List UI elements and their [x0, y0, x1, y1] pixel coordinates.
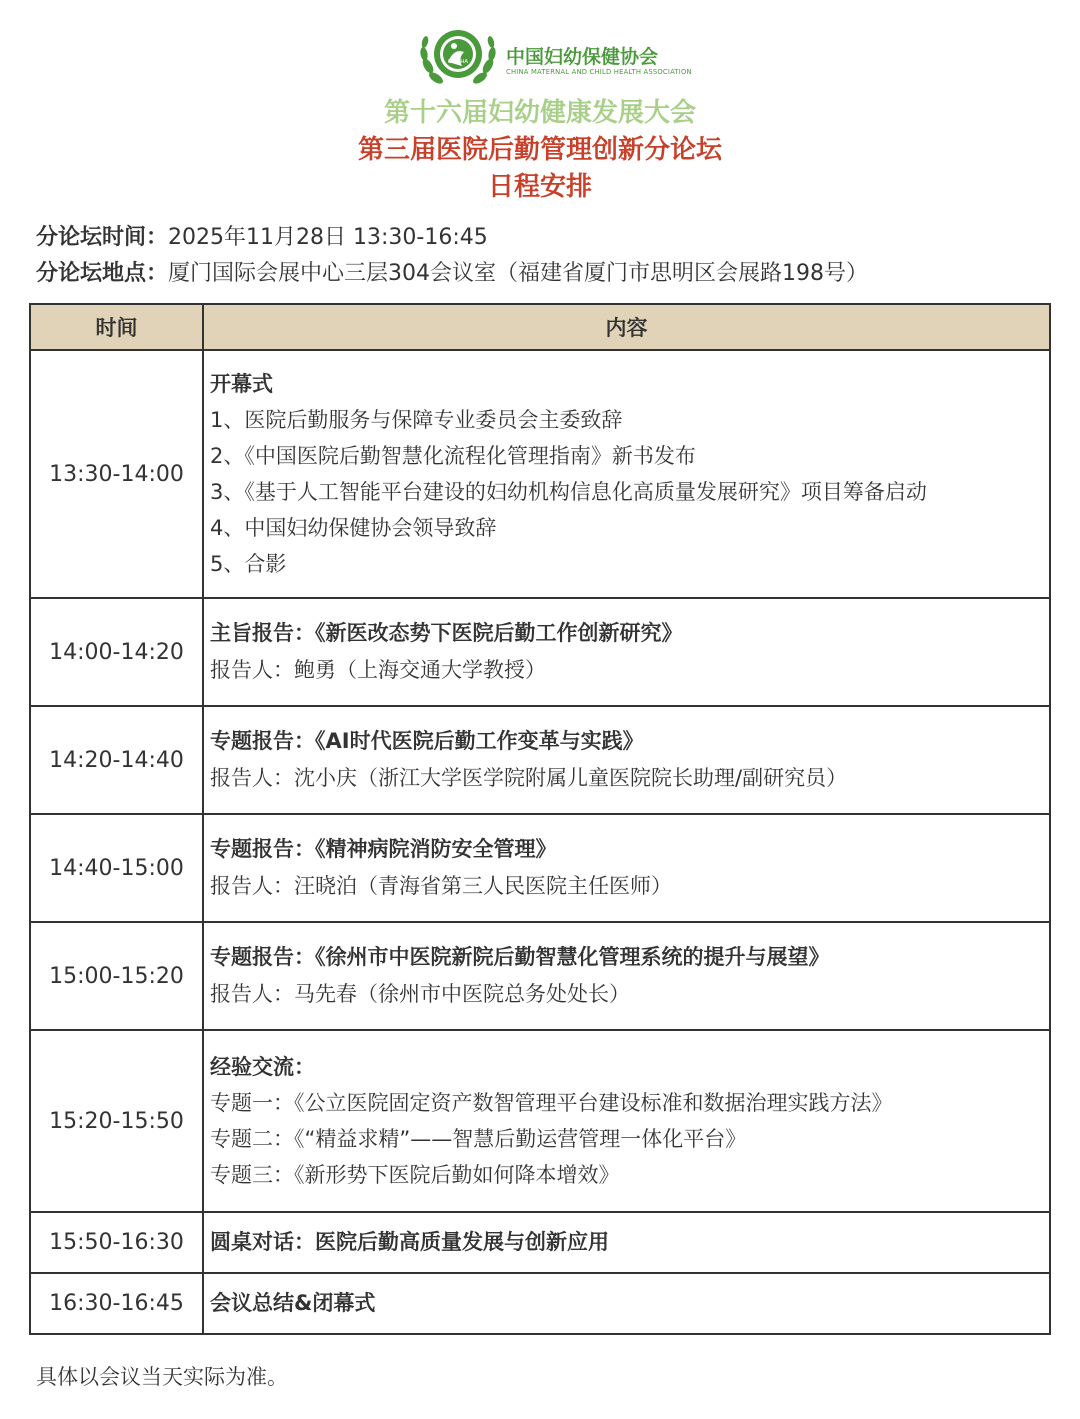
- agenda-item-heading: 专题报告：《徐州市中医院新院后勤智慧化管理系统的提升与展望》: [210, 945, 830, 969]
- forum-time-label: 分论坛时间：: [36, 225, 169, 250]
- agenda-item-line: 专题二：《“精益求精”——智慧后勤运营管理一体化平台》: [210, 1127, 747, 1151]
- laurel-emblem-icon: [418, 22, 498, 92]
- conference-title: 第十六届妇幼健康发展大会: [383, 98, 696, 128]
- table-row: [30, 1273, 1050, 1334]
- agenda-item-line: 报告人：沈小庆（浙江大学医学院附属儿童医院院长助理/副研究员）: [210, 766, 848, 790]
- row-time: 14:20-14:40: [30, 706, 203, 814]
- agenda-item-heading: 开幕式: [210, 372, 273, 396]
- agenda-item-line: 1、医院后勤服务与保障专业委员会主委致辞: [210, 408, 623, 432]
- agenda-item-heading: 经验交流：: [210, 1055, 315, 1079]
- footer-note: 具体以会议当天实际为准。: [36, 1365, 288, 1389]
- svg-text:CMCHA: CMCHA: [447, 59, 469, 65]
- forum-title: 第三届医院后勤管理创新分论坛: [357, 135, 722, 165]
- table-row: [30, 1212, 1050, 1273]
- table-row: [30, 706, 1050, 814]
- agenda-item-heading: 主旨报告：《新医改态势下医院后勤工作创新研究》: [210, 621, 683, 645]
- row-time: 15:00-15:20: [30, 922, 203, 1030]
- row-content: [203, 1273, 1050, 1334]
- row-time: 13:30-14:00: [30, 350, 203, 598]
- agenda-item-line: 报告人：汪晓泊（青海省第三人民医院主任医师）: [210, 874, 672, 898]
- agenda-item-line: 专题一：《公立医院固定资产数智管理平台建设标准和数据治理实践方法》: [210, 1091, 893, 1115]
- row-time: 16:30-16:45: [30, 1273, 203, 1334]
- agenda-item-line: 3、《基于人工智能平台建设的妇幼机构信息化高质量发展研究》项目筹备启动: [210, 480, 927, 504]
- agenda-item-line: 报告人：马先春（徐州市中医院总务处处长）: [210, 982, 630, 1006]
- table-row: [30, 598, 1050, 706]
- agenda-item-line: 报告人：鲍勇（上海交通大学教授）: [210, 658, 546, 682]
- forum-place: [36, 256, 868, 287]
- row-content: [203, 598, 1050, 706]
- agenda-item-heading: 专题报告：《精神病院消防安全管理》: [210, 837, 557, 861]
- row-time: 14:40-15:00: [30, 814, 203, 922]
- header-content: 内容: [203, 304, 1050, 350]
- agenda-item-heading: 会议总结&闭幕式: [210, 1291, 376, 1315]
- logo-name-cn: 中国妇幼保健协会: [506, 46, 659, 68]
- table-row: [30, 1030, 1050, 1212]
- row-content: [203, 1212, 1050, 1273]
- agenda-item-line: 专题三：《新形势下医院后勤如何降本增效》: [210, 1163, 620, 1187]
- schedule-title: 日程安排: [487, 172, 592, 202]
- agenda-item-line: 4、中国妇幼保健协会领导致辞: [210, 516, 497, 540]
- table-header-row: [30, 304, 1050, 350]
- agenda-item-line: 2、《中国医院后勤智慧化流程化管理指南》新书发布: [210, 444, 696, 468]
- association-logo: [418, 22, 692, 92]
- row-content: [203, 350, 1050, 598]
- schedule-table: [29, 303, 1051, 1335]
- agenda-item-line: 5、合影: [210, 552, 287, 576]
- table-row: [30, 350, 1050, 598]
- forum-time: [36, 220, 488, 251]
- row-content: [203, 922, 1050, 1030]
- agenda-item-heading: 圆桌对话：医院后勤高质量发展与创新应用: [210, 1230, 609, 1254]
- header-time: 时间: [30, 304, 203, 350]
- logo-name-en: CHINA MATERNAL AND CHILD HEALTH ASSOCIATION: [506, 68, 692, 76]
- row-content: [203, 1030, 1050, 1212]
- forum-place-label: 分论坛地点：: [36, 261, 169, 286]
- row-time: 15:50-16:30: [30, 1212, 203, 1273]
- forum-place-value: 厦门国际会展中心三层304会议室（福建省厦门市思明区会展路198号）: [168, 261, 869, 286]
- agenda-item-heading: 专题报告：《AI时代医院后勤工作变革与实践》: [210, 729, 644, 753]
- forum-time-value: 2025年11月28日 13:30-16:45: [168, 225, 488, 250]
- table-row: [30, 922, 1050, 1030]
- row-content: [203, 706, 1050, 814]
- table-row: [30, 814, 1050, 922]
- row-content: [203, 814, 1050, 922]
- row-time: 14:00-14:20: [30, 598, 203, 706]
- row-time: 15:20-15:50: [30, 1030, 203, 1212]
